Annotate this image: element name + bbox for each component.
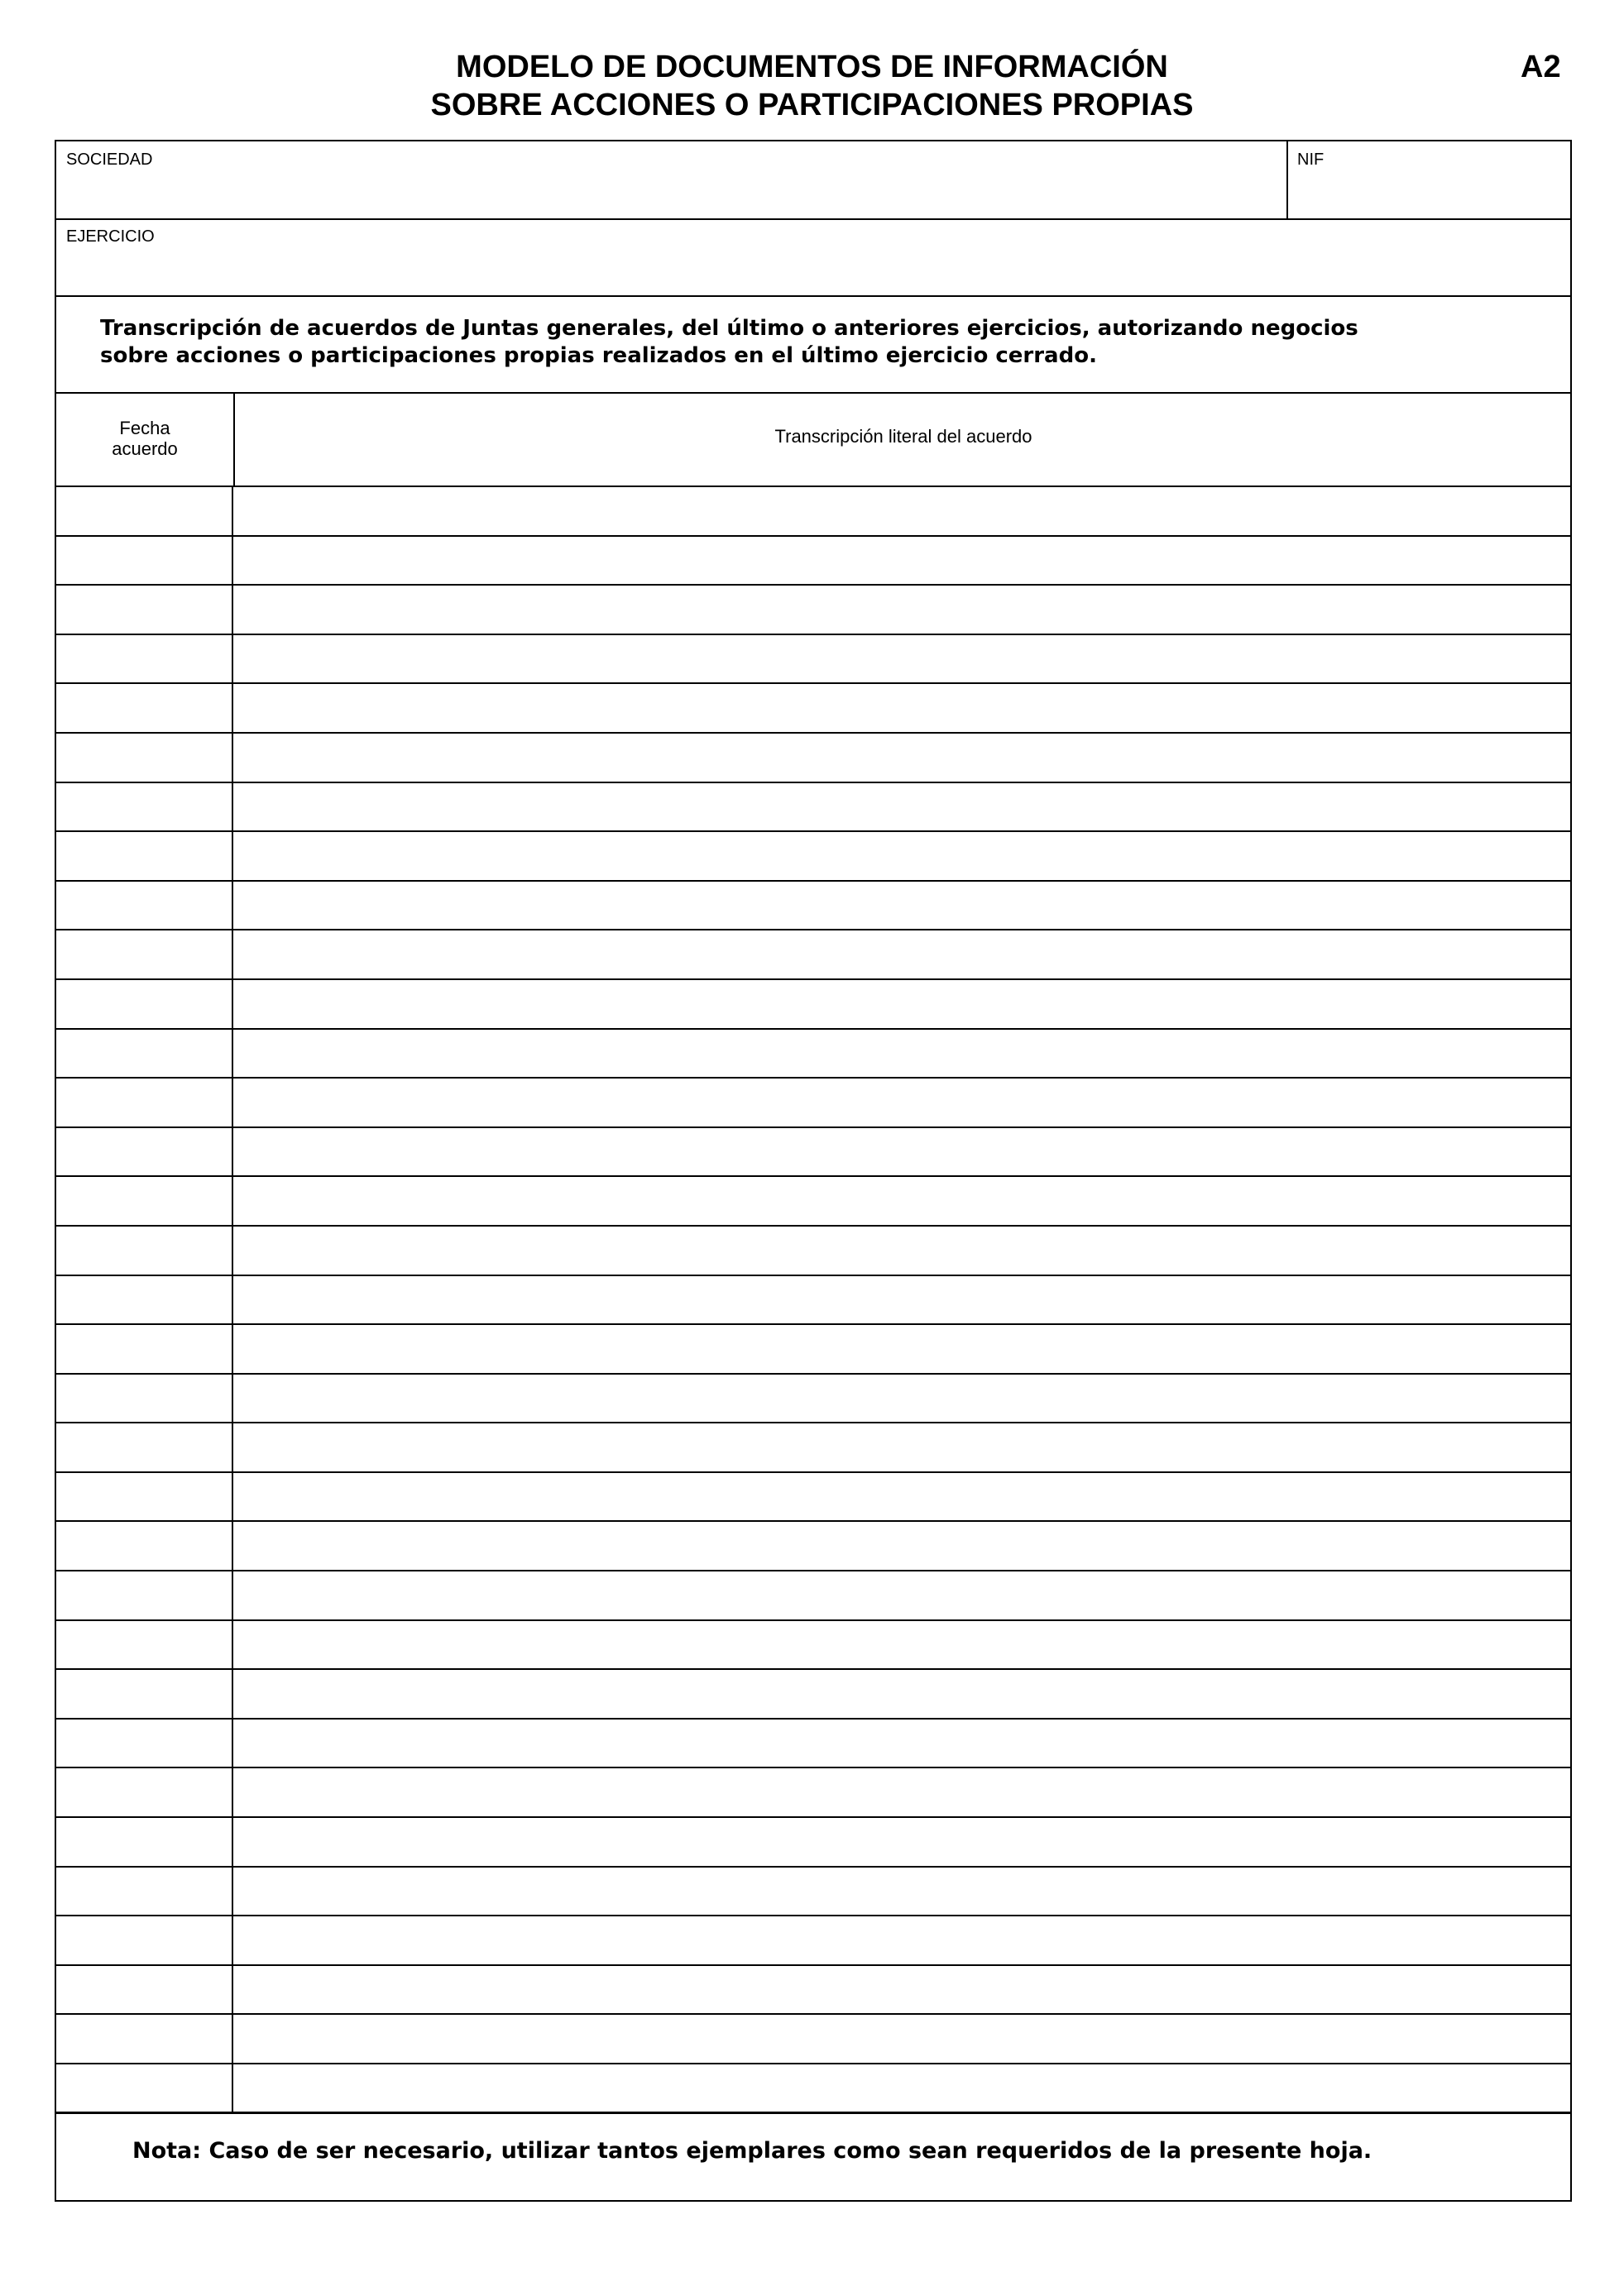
section-heading-line-2: sobre acciones o participaciones propias realizados en el último ejercicio cerrado.: [100, 343, 1097, 368]
transcription-cell[interactable]: [233, 1325, 1570, 1373]
date-cell[interactable]: [56, 832, 233, 880]
transcription-cell[interactable]: [233, 537, 1570, 585]
form-frame: [55, 140, 1572, 2202]
transcription-cell[interactable]: [233, 1818, 1570, 1866]
date-cell[interactable]: [56, 2064, 233, 2112]
date-cell[interactable]: [56, 882, 233, 930]
date-cell[interactable]: [56, 1473, 233, 1521]
date-cell[interactable]: [56, 1768, 233, 1816]
transcription-cell[interactable]: [233, 1720, 1570, 1767]
column-header-date-line-1: Fecha: [119, 418, 170, 438]
table-row: [56, 1522, 1570, 1571]
footer-note: Nota: Caso de ser necesario, utilizar tantos ejemplares como sean requeridos de la presente hoja.: [132, 2138, 1372, 2164]
date-cell[interactable]: [56, 684, 233, 732]
table-row: [56, 980, 1570, 1030]
divider: [56, 295, 1570, 297]
date-cell[interactable]: [56, 1966, 233, 2014]
transcription-cell[interactable]: [233, 1276, 1570, 1324]
date-cell[interactable]: [56, 1868, 233, 1916]
nif-label: NIF: [1297, 151, 1325, 169]
table-row: [56, 1276, 1570, 1326]
date-cell[interactable]: [56, 586, 233, 634]
column-header-transcription: Transcripción literal del acuerdo: [774, 426, 1032, 447]
nif-field[interactable]: [1297, 181, 1562, 214]
table-row: [56, 783, 1570, 833]
table-row: [56, 1079, 1570, 1128]
date-cell[interactable]: [56, 1375, 233, 1423]
sociedad-field[interactable]: [68, 181, 1267, 214]
date-cell[interactable]: [56, 1571, 233, 1619]
date-cell[interactable]: [56, 1916, 233, 1964]
transcription-cell[interactable]: [233, 1423, 1570, 1471]
section-heading-line-1: Transcripción de acuerdos de Juntas generales, del último o anteriores ejercicios, autorizando negocios: [100, 316, 1358, 341]
date-cell[interactable]: [56, 1423, 233, 1471]
date-cell[interactable]: [56, 1670, 233, 1718]
date-cell[interactable]: [56, 930, 233, 978]
transcription-cell[interactable]: [233, 1473, 1570, 1521]
sociedad-nif-divider: [1286, 141, 1288, 218]
form-code: A2: [1521, 50, 1561, 84]
transcription-cell[interactable]: [233, 1177, 1570, 1225]
table-row: [56, 1916, 1570, 1966]
date-cell[interactable]: [56, 1030, 233, 1078]
transcription-cell[interactable]: [233, 930, 1570, 978]
date-cell[interactable]: [56, 1818, 233, 1866]
transcription-cell[interactable]: [233, 635, 1570, 683]
table-row: [56, 1621, 1570, 1671]
table-row: [56, 586, 1570, 635]
table-row: [56, 832, 1570, 882]
table-row: [56, 734, 1570, 783]
transcription-cell[interactable]: [233, 1128, 1570, 1176]
transcription-cell[interactable]: [233, 1868, 1570, 1916]
table-row: [56, 1128, 1570, 1178]
table-row: [56, 1571, 1570, 1621]
table-row: [56, 2064, 1570, 2114]
date-cell[interactable]: [56, 1128, 233, 1176]
transcription-cell[interactable]: [233, 832, 1570, 880]
date-cell[interactable]: [56, 2015, 233, 2063]
transcription-cell[interactable]: [233, 1375, 1570, 1423]
column-header-date: [56, 418, 233, 459]
transcription-cell[interactable]: [233, 734, 1570, 782]
date-cell[interactable]: [56, 537, 233, 585]
sociedad-label: SOCIEDAD: [66, 151, 153, 169]
table-row: [56, 1966, 1570, 2016]
table-row: [56, 635, 1570, 685]
date-cell[interactable]: [56, 635, 233, 683]
transcription-cell[interactable]: [233, 1768, 1570, 1816]
date-cell[interactable]: [56, 487, 233, 535]
title-line-1: MODELO DE DOCUMENTOS DE INFORMACIÓN: [456, 50, 1168, 84]
transcription-cell[interactable]: [233, 2064, 1570, 2112]
transcription-cell[interactable]: [233, 1030, 1570, 1078]
transcription-cell[interactable]: [233, 882, 1570, 930]
table-row: [56, 1720, 1570, 1769]
table-row: [56, 1030, 1570, 1079]
transcription-cell[interactable]: [233, 487, 1570, 535]
transcription-cell[interactable]: [233, 1670, 1570, 1718]
table-row: [56, 1818, 1570, 1868]
transcription-cell[interactable]: [233, 783, 1570, 831]
transcription-cell[interactable]: [233, 2015, 1570, 2063]
date-cell[interactable]: [56, 1177, 233, 1225]
table-row: [56, 1473, 1570, 1523]
column-header-date-line-2: acuerdo: [112, 438, 178, 459]
table-row: [56, 1177, 1570, 1227]
transcription-cell[interactable]: [233, 586, 1570, 634]
transcription-cell[interactable]: [233, 1621, 1570, 1669]
table-row: [56, 1423, 1570, 1473]
date-cell[interactable]: [56, 1325, 233, 1373]
date-cell[interactable]: [56, 783, 233, 831]
table-row: [56, 1670, 1570, 1720]
ejercicio-label: EJERCICIO: [66, 227, 155, 246]
transcription-cell[interactable]: [233, 1571, 1570, 1619]
table-row: [56, 1227, 1570, 1276]
transcription-cell[interactable]: [233, 1916, 1570, 1964]
transcription-cell[interactable]: [233, 684, 1570, 732]
divider: [56, 392, 1570, 394]
transcription-cell[interactable]: [233, 1966, 1570, 2014]
date-cell[interactable]: [56, 1621, 233, 1669]
transcription-cell[interactable]: [233, 980, 1570, 1028]
table-row: [56, 1325, 1570, 1375]
table-body: [56, 487, 1570, 2114]
date-cell[interactable]: [56, 1079, 233, 1126]
title-line-2: SOBRE ACCIONES O PARTICIPACIONES PROPIAS: [430, 88, 1194, 122]
table-row: [56, 1768, 1570, 1818]
date-cell[interactable]: [56, 980, 233, 1028]
table-row: [56, 684, 1570, 734]
table-row: [56, 1375, 1570, 1424]
table-row: [56, 537, 1570, 586]
date-cell[interactable]: [56, 1720, 233, 1767]
transcription-cell[interactable]: [233, 1522, 1570, 1570]
section-heading: [100, 315, 1507, 370]
date-cell[interactable]: [56, 1227, 233, 1275]
divider: [56, 218, 1570, 220]
document-title: [0, 48, 1624, 124]
table-row: [56, 882, 1570, 931]
date-cell[interactable]: [56, 734, 233, 782]
table-row: [56, 487, 1570, 537]
transcription-cell[interactable]: [233, 1079, 1570, 1126]
date-cell[interactable]: [56, 1522, 233, 1570]
table-row: [56, 930, 1570, 980]
date-cell[interactable]: [56, 1276, 233, 1324]
transcription-cell[interactable]: [233, 1227, 1570, 1275]
table-row: [56, 1868, 1570, 1917]
table-row: [56, 2015, 1570, 2064]
ejercicio-field[interactable]: [68, 257, 1557, 290]
